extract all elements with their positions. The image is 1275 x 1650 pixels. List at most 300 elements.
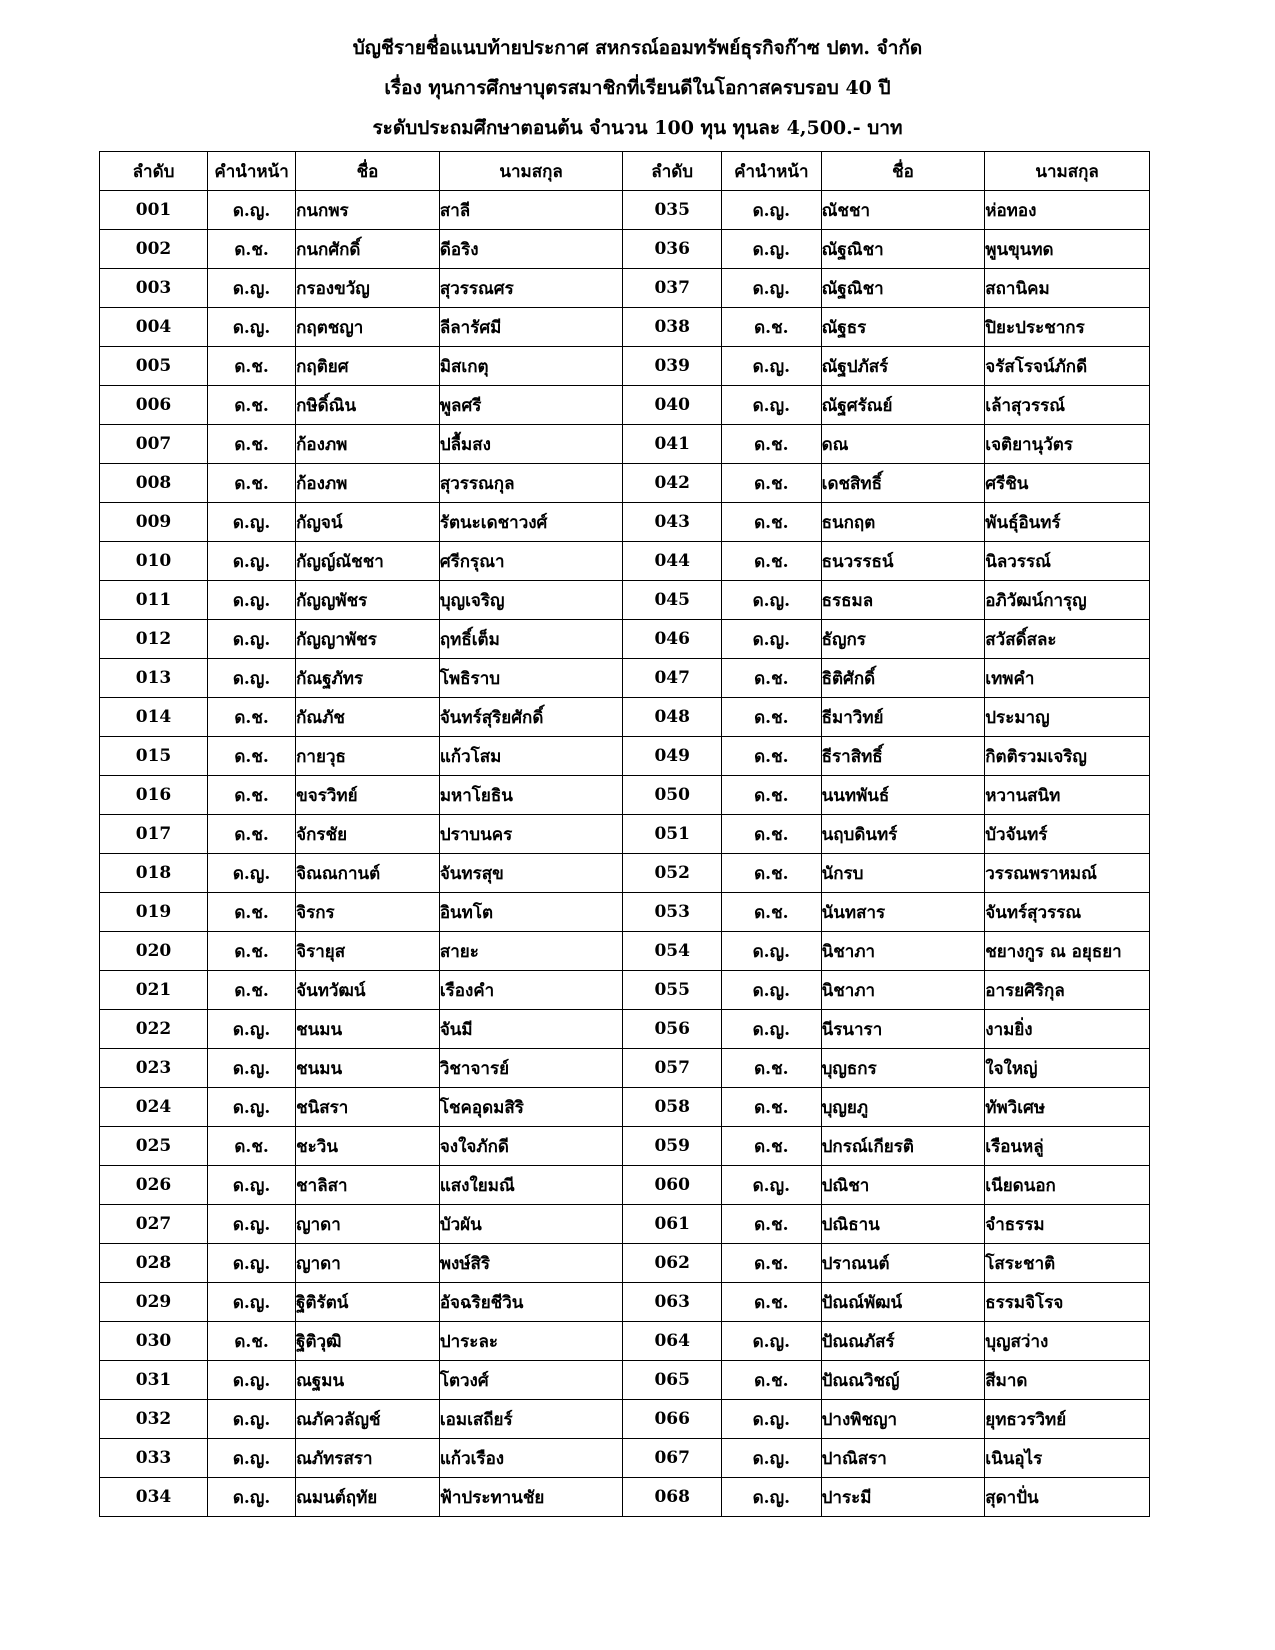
first-name: กายวุธ [296,737,440,776]
column-header-prefix: คำนำหน้า [722,152,822,191]
first-name: ณัชชา [821,191,985,230]
name-prefix: ด.ญ. [208,503,296,542]
row-number: 028 [100,1244,208,1283]
table-row [100,191,1150,230]
name-prefix: ด.ญ. [722,620,822,659]
name-prefix: ด.ญ. [722,347,822,386]
table-row [100,269,1150,308]
table-row [100,620,1150,659]
name-prefix: ด.ช. [722,542,822,581]
last-name: พูลศรี [439,386,623,425]
column-header-firstname: ชื่อ [296,152,440,191]
last-name: เจติยานุวัตร [985,425,1150,464]
last-name: อินทโต [439,893,623,932]
last-name: ชยางกูร ณ อยุธยา [985,932,1150,971]
name-prefix: ด.ญ. [722,1439,822,1478]
row-number: 005 [100,347,208,386]
row-number: 037 [623,269,722,308]
name-prefix: ด.ช. [722,737,822,776]
name-prefix: ด.ช. [208,971,296,1010]
table-row [100,503,1150,542]
first-name: ณัฐธร [821,308,985,347]
name-prefix: ด.ญ. [722,1400,822,1439]
name-prefix: ด.ญ. [208,581,296,620]
table-row [100,776,1150,815]
name-prefix: ด.ช. [722,698,822,737]
last-name: ปาระละ [439,1322,623,1361]
name-prefix: ด.ญ. [722,269,822,308]
first-name: ชนมน [296,1049,440,1088]
row-number: 066 [623,1400,722,1439]
column-header-lastname: นามสกุล [439,152,623,191]
last-name: โชคอุดมสิริ [439,1088,623,1127]
name-prefix: ด.ช. [208,893,296,932]
row-number: 017 [100,815,208,854]
row-number: 001 [100,191,208,230]
name-prefix: ด.ญ. [722,191,822,230]
first-name: กัญจน์ [296,503,440,542]
last-name: จงใจภักดี [439,1127,623,1166]
first-name: ญาดา [296,1205,440,1244]
row-number: 059 [623,1127,722,1166]
row-number: 054 [623,932,722,971]
first-name: ปราณนต์ [821,1244,985,1283]
last-name: ใจใหญ่ [985,1049,1150,1088]
column-header-lastname: นามสกุล [985,152,1150,191]
row-number: 010 [100,542,208,581]
name-prefix: ด.ญ. [722,1322,822,1361]
first-name: กัญญ์ณัชชา [296,542,440,581]
last-name: โสระชาติ [985,1244,1150,1283]
name-prefix: ด.ช. [722,776,822,815]
table-row [100,425,1150,464]
name-prefix: ด.ญ. [208,854,296,893]
name-prefix: ด.ญ. [208,1439,296,1478]
table-row [100,386,1150,425]
row-number: 025 [100,1127,208,1166]
name-prefix: ด.ญ. [208,1088,296,1127]
last-name: สายะ [439,932,623,971]
name-prefix: ด.ญ. [208,308,296,347]
first-name: ธิติศักดิ์ [821,659,985,698]
last-name: เรืองคำ [439,971,623,1010]
first-name: ณภัทรสรา [296,1439,440,1478]
first-name: นีรนารา [821,1010,985,1049]
row-number: 049 [623,737,722,776]
last-name: วิชาจารย์ [439,1049,623,1088]
table-row [100,1244,1150,1283]
first-name: กฤตชญา [296,308,440,347]
last-name: จำธรรม [985,1205,1150,1244]
first-name: ปกรณ์เกียรติ [821,1127,985,1166]
row-number: 023 [100,1049,208,1088]
name-prefix: ด.ช. [722,503,822,542]
table-row [100,1439,1150,1478]
row-number: 018 [100,854,208,893]
last-name: แก้วโสม [439,737,623,776]
last-name: เทพคำ [985,659,1150,698]
table-row [100,659,1150,698]
name-prefix: ด.ช. [722,659,822,698]
last-name: เนินอุไร [985,1439,1150,1478]
row-number: 012 [100,620,208,659]
table-row [100,971,1150,1010]
name-prefix: ด.ญ. [722,386,822,425]
last-name: ศรีชิน [985,464,1150,503]
name-prefix: ด.ช. [208,230,296,269]
first-name: ปาระมี [821,1478,985,1517]
last-name: โตวงศ์ [439,1361,623,1400]
first-name: ดณ [821,425,985,464]
row-number: 042 [623,464,722,503]
first-name: กรองขวัญ [296,269,440,308]
name-prefix: ด.ญ. [208,659,296,698]
column-header-no: ลำดับ [100,152,208,191]
last-name: ดีอริง [439,230,623,269]
last-name: ปลื้มสง [439,425,623,464]
first-name: ชนมน [296,1010,440,1049]
first-name: จักรชัย [296,815,440,854]
first-name: บุญยภู [821,1088,985,1127]
last-name: สุดาปั่น [985,1478,1150,1517]
row-number: 031 [100,1361,208,1400]
last-name: รัตนะเดชาวงศ์ [439,503,623,542]
last-name: พันธุ์อินทร์ [985,503,1150,542]
first-name: ชาลิสา [296,1166,440,1205]
first-name: ปณิธาน [821,1205,985,1244]
name-prefix: ด.ช. [208,1127,296,1166]
first-name: จิรกร [296,893,440,932]
last-name: วรรณพราหมณ์ [985,854,1150,893]
table-row [100,1049,1150,1088]
row-number: 027 [100,1205,208,1244]
table-row [100,1361,1150,1400]
table-row [100,1478,1150,1517]
name-prefix: ด.ช. [722,1088,822,1127]
row-number: 009 [100,503,208,542]
table-row [100,1010,1150,1049]
last-name: มิสเกตุ [439,347,623,386]
row-number: 044 [623,542,722,581]
last-name: จันทร์สุริยศักดิ์ [439,698,623,737]
table-row [100,698,1150,737]
last-name: มหาโยธิน [439,776,623,815]
row-number: 002 [100,230,208,269]
first-name: ธรธมล [821,581,985,620]
last-name: บุญสว่าง [985,1322,1150,1361]
name-prefix: ด.ช. [722,1049,822,1088]
row-number: 061 [623,1205,722,1244]
row-number: 034 [100,1478,208,1517]
name-prefix: ด.ช. [208,347,296,386]
first-name: นิชาภา [821,971,985,1010]
last-name: กิตติรวมเจริญ [985,737,1150,776]
name-prefix: ด.ญ. [208,1166,296,1205]
name-prefix: ด.ช. [722,1361,822,1400]
table-row [100,1400,1150,1439]
row-number: 030 [100,1322,208,1361]
row-number: 057 [623,1049,722,1088]
row-number: 060 [623,1166,722,1205]
name-prefix: ด.ญ. [208,620,296,659]
first-name: นฤบดินทร์ [821,815,985,854]
first-name: บุญธกร [821,1049,985,1088]
first-name: ณฐมน [296,1361,440,1400]
name-prefix: ด.ญ. [208,542,296,581]
last-name: พูนขุนทด [985,230,1150,269]
row-number: 064 [623,1322,722,1361]
first-name: ปาณิสรา [821,1439,985,1478]
last-name: ศรีกรุณา [439,542,623,581]
row-number: 003 [100,269,208,308]
row-number: 050 [623,776,722,815]
last-name: ห่อทอง [985,191,1150,230]
row-number: 013 [100,659,208,698]
name-prefix: ด.ช. [722,815,822,854]
name-prefix: ด.ช. [208,1322,296,1361]
last-name: ลีลารัศมี [439,308,623,347]
first-name: ปัณณภัสร์ [821,1322,985,1361]
last-name: ธรรมจิโรจ [985,1283,1150,1322]
first-name: ธนวรรธน์ [821,542,985,581]
last-name: แสงใยมณี [439,1166,623,1205]
name-prefix: ด.ญ. [208,1244,296,1283]
name-prefix: ด.ญ. [208,1478,296,1517]
last-name: เนียดนอก [985,1166,1150,1205]
first-name: ธีราสิทธิ์ [821,737,985,776]
last-name: สุวรรณกุล [439,464,623,503]
first-name: ปัณณ์พัฒน์ [821,1283,985,1322]
row-number: 055 [623,971,722,1010]
row-number: 014 [100,698,208,737]
first-name: ญาดา [296,1244,440,1283]
first-name: ก้องภพ [296,425,440,464]
row-number: 058 [623,1088,722,1127]
row-number: 033 [100,1439,208,1478]
name-prefix: ด.ญ. [208,1283,296,1322]
level-line: ระดับประถมศึกษาตอนต้น จำนวน 100 ทุน ทุนละ 4,500.- บาท [372,117,903,139]
first-name: ณัฐปภัสร์ [821,347,985,386]
name-prefix: ด.ญ. [722,971,822,1010]
row-number: 035 [623,191,722,230]
first-name: ธนกฤต [821,503,985,542]
last-name: ฤทธิ์เต็ม [439,620,623,659]
name-prefix: ด.ญ. [208,1400,296,1439]
first-name: กัณภัช [296,698,440,737]
last-name: จันทรสุข [439,854,623,893]
first-name: ณภัควลัญช์ [296,1400,440,1439]
table-row [100,1166,1150,1205]
first-name: กฤติยศ [296,347,440,386]
name-prefix: ด.ช. [722,425,822,464]
last-name: จันมี [439,1010,623,1049]
name-prefix: ด.ช. [722,854,822,893]
row-number: 015 [100,737,208,776]
first-name: ธีมาวิทย์ [821,698,985,737]
first-name: ปางพิชญา [821,1400,985,1439]
first-name: ชะวิน [296,1127,440,1166]
table-row [100,1322,1150,1361]
first-name: นนทพันธ์ [821,776,985,815]
name-prefix: ด.ญ. [722,230,822,269]
name-prefix: ด.ช. [722,1205,822,1244]
name-prefix: ด.ญ. [722,581,822,620]
last-name: สุวรรณศร [439,269,623,308]
row-number: 046 [623,620,722,659]
last-name: จรัสโรจน์ภักดี [985,347,1150,386]
table-row [100,1127,1150,1166]
name-prefix: ด.ช. [722,308,822,347]
name-prefix: ด.ช. [722,464,822,503]
row-number: 022 [100,1010,208,1049]
roster-body [100,191,1150,1517]
row-number: 011 [100,581,208,620]
row-number: 062 [623,1244,722,1283]
last-name: โพธิราบ [439,659,623,698]
row-number: 020 [100,932,208,971]
first-name: กษิดิ์ณิน [296,386,440,425]
title-line: บัญชีรายชื่อแนบท้ายประกาศ สหกรณ์ออมทรัพย์ธุรกิจก๊าซ ปตท. จำกัด [352,37,923,59]
row-number: 021 [100,971,208,1010]
first-name: ณมนต์ฤทัย [296,1478,440,1517]
last-name: อารยศิริกุล [985,971,1150,1010]
row-number: 032 [100,1400,208,1439]
row-number: 063 [623,1283,722,1322]
last-name: จันทร์สุวรรณ [985,893,1150,932]
first-name: จิณณกานต์ [296,854,440,893]
last-name: สีมาด [985,1361,1150,1400]
name-prefix: ด.ช. [208,425,296,464]
last-name: บัวจันทร์ [985,815,1150,854]
first-name: นักรบ [821,854,985,893]
last-name: อัจฉริยชีวิน [439,1283,623,1322]
table-row [100,347,1150,386]
table-row [100,542,1150,581]
table-row [100,1088,1150,1127]
first-name: จันทวัฒน์ [296,971,440,1010]
row-number: 006 [100,386,208,425]
table-row [100,737,1150,776]
name-prefix: ด.ญ. [208,191,296,230]
name-prefix: ด.ญ. [208,1049,296,1088]
last-name: เล้าสุวรรณ์ [985,386,1150,425]
last-name: เรือนหลู่ [985,1127,1150,1166]
row-number: 048 [623,698,722,737]
column-header-no: ลำดับ [623,152,722,191]
last-name: พงษ์สิริ [439,1244,623,1283]
subject-line: เรื่อง ทุนการศึกษาบุตรสมาชิกที่เรียนดีในโอกาสครบรอบ 40 ปี [384,77,891,99]
row-number: 065 [623,1361,722,1400]
document-header [0,28,1275,148]
name-prefix: ด.ญ. [722,932,822,971]
table-row [100,1205,1150,1244]
last-name: ปราบนคร [439,815,623,854]
first-name: ณัฐศรัณย์ [821,386,985,425]
row-number: 007 [100,425,208,464]
row-number: 067 [623,1439,722,1478]
first-name: ณัฐณิชา [821,230,985,269]
row-number: 040 [623,386,722,425]
first-name: ธัญกร [821,620,985,659]
last-name: อภิวัฒน์การุญ [985,581,1150,620]
row-number: 056 [623,1010,722,1049]
first-name: เดชสิทธิ์ [821,464,985,503]
row-number: 004 [100,308,208,347]
first-name: ปัณณวิชญ์ [821,1361,985,1400]
table-row [100,932,1150,971]
name-prefix: ด.ช. [722,1283,822,1322]
last-name: บัวผัน [439,1205,623,1244]
table-row [100,230,1150,269]
name-prefix: ด.ช. [208,737,296,776]
first-name: ก้องภพ [296,464,440,503]
row-number: 019 [100,893,208,932]
name-prefix: ด.ช. [722,1127,822,1166]
name-prefix: ด.ญ. [208,1205,296,1244]
last-name: ยุทธวรวิทย์ [985,1400,1150,1439]
row-number: 068 [623,1478,722,1517]
row-number: 039 [623,347,722,386]
last-name: ประมาญ [985,698,1150,737]
first-name: กัณฐภัทร [296,659,440,698]
name-prefix: ด.ช. [208,698,296,737]
row-number: 045 [623,581,722,620]
first-name: ขจรวิทย์ [296,776,440,815]
name-prefix: ด.ญ. [208,1361,296,1400]
name-prefix: ด.ช. [722,1244,822,1283]
column-header-firstname: ชื่อ [821,152,985,191]
row-number: 038 [623,308,722,347]
row-number: 053 [623,893,722,932]
first-name: นันทสาร [821,893,985,932]
row-number: 024 [100,1088,208,1127]
table-row [100,464,1150,503]
table-row [100,893,1150,932]
name-prefix: ด.ช. [722,893,822,932]
first-name: ชนิสรา [296,1088,440,1127]
name-prefix: ด.ช. [208,464,296,503]
name-prefix: ด.ช. [208,932,296,971]
row-number: 029 [100,1283,208,1322]
last-name: บุญเจริญ [439,581,623,620]
header-row [100,152,1150,191]
last-name: นิลวรรณ์ [985,542,1150,581]
last-name: สวัสดิ์สละ [985,620,1150,659]
last-name: สาลี [439,191,623,230]
table-row [100,308,1150,347]
first-name: กนกศักดิ์ [296,230,440,269]
name-prefix: ด.ญ. [208,269,296,308]
table-row [100,854,1150,893]
row-number: 052 [623,854,722,893]
name-prefix: ด.ญ. [208,1010,296,1049]
table-row [100,815,1150,854]
first-name: กัญญพัชร [296,581,440,620]
row-number: 026 [100,1166,208,1205]
table-row [100,1283,1150,1322]
row-number: 051 [623,815,722,854]
last-name: หวานสนิท [985,776,1150,815]
first-name: ปณิชา [821,1166,985,1205]
first-name: ณัฐณิชา [821,269,985,308]
name-prefix: ด.ญ. [722,1166,822,1205]
first-name: กนกพร [296,191,440,230]
row-number: 036 [623,230,722,269]
row-number: 016 [100,776,208,815]
first-name: ฐิติวุฒิ [296,1322,440,1361]
first-name: ฐิติรัตน์ [296,1283,440,1322]
first-name: กัญญาพัชร [296,620,440,659]
